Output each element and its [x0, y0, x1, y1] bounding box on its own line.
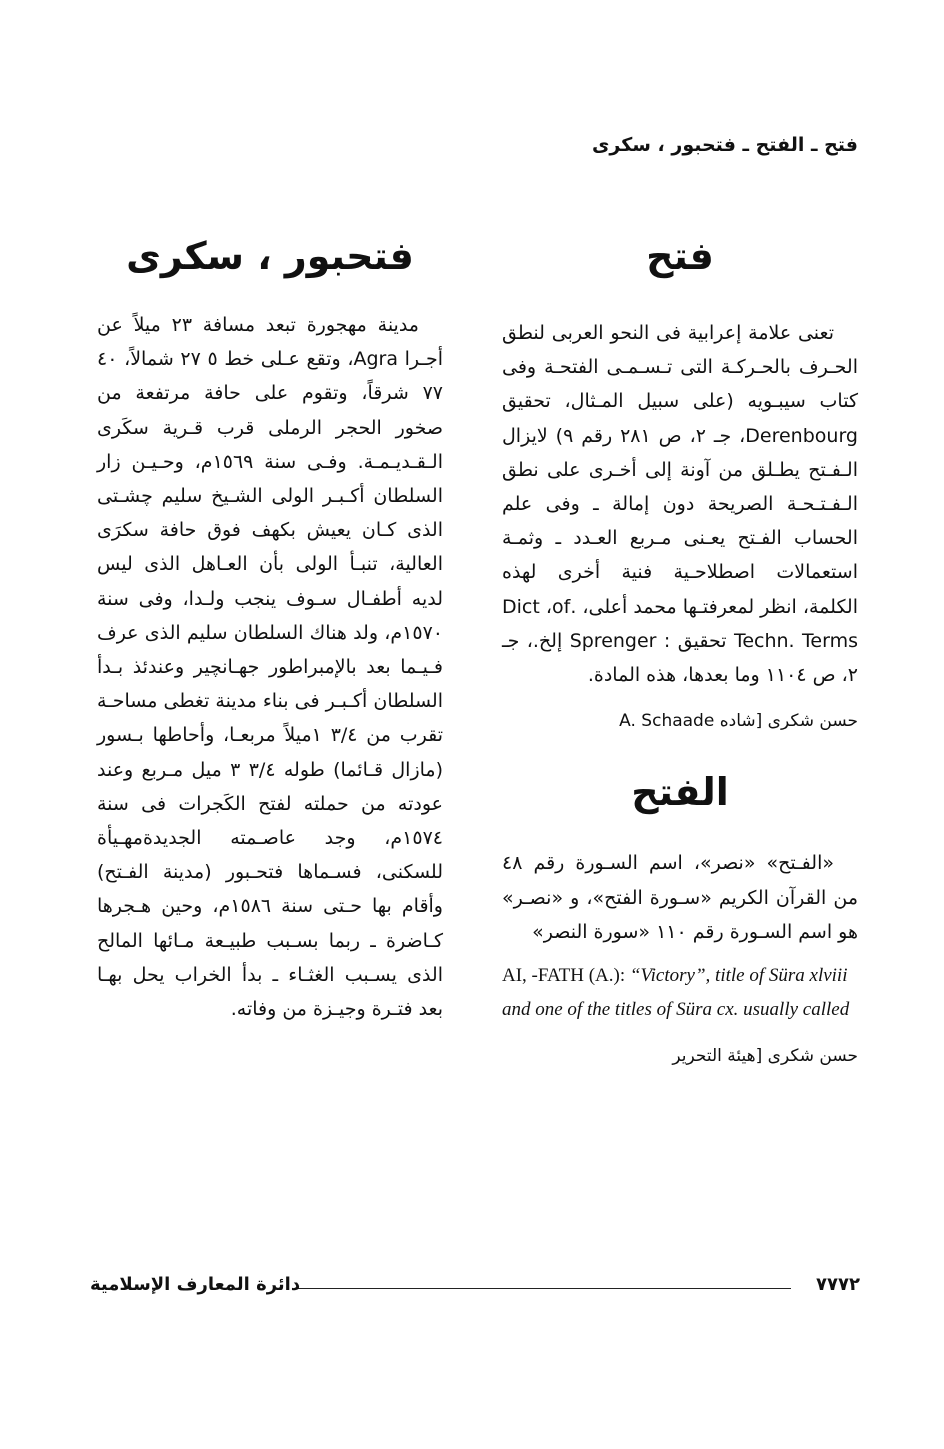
entry-latin-al-fath [502, 959, 858, 1027]
entry-title-fatehpur-sikri: فتحبور ، سكرى [126, 234, 414, 278]
entry-author-al-fath: حسن شكرى [هيئة التحرير [672, 1046, 858, 1067]
running-head: فتح ـ الفتح ـ فتحبور ، سكرى [591, 134, 858, 156]
entry-author-fath: حسن شكرى [شاده A. Schaade [619, 711, 858, 732]
publication-title: دائرة المعارف الإسلامية [90, 1274, 301, 1295]
entry-body-fath: تعنى علامة إعرابية فى النحو العربى لنطق الحـرف بالحـركـة التى تـسـمـى الفتحـة وفى كتاب سيبـويه (على سبيل المـثال، تحقيق Derenbourg، جـ ٢، ص ٢٨١ رقم ٩) لايزال الـفـتح يطـلق من آونة إلى أخـرى على نطق الـفـتـحـة الصريحة دون إمالة ـ وفى علم الحساب الفـتح يعـنى مـربع العـدد ـ وثمـة استعمالات اصطلاحـية فنية أخرى لهذه الكلمة، انظر لمعرفتـها محمد أعلى، .Dict ،of Techn. Terms تحقيق : Sprenger إلخ.، جـ ٢، ص ١١٠٤ وما بعدها، هذه المادة. [502, 322, 859, 687]
entry-title-al-fath: الفتح [631, 770, 729, 815]
left-column [97, 226, 443, 1026]
entry-body-fatehpur-sikri: مدينة مهجورة تبعد مسافة ٢٣ ميلاً عن أجـرا Agra، وتقع عـلى خط ٥ ٢٧ شمالاً، ٤٠ ٧٧ شرقاً، وتقوم على حافة مرتفعة من صخور الحجر الرملى قرب قـرية سكَرى الـقـديـمـة. وفـى سنة ١٥٦٩م، وحـيـن زار السلطان أكـبـر الولى الشـيخ سليم چشـتى الذى كـان يعيش بكهف فوق حافة سكرَى العالية، تنبـأ الولى بأن العـاهل الذى ليس لديه أطفـال سـوف ينجب ولـدا، وفى سنة ١٥٧٠م، ولد هناك السلطان سليم الذى عرف فـيـما بعد بالإمبراطور جهـانچير وعندئذ بـدأ السلطان أكـبـر فى بناء مدينة تغطى مساحـة تقرب من ٣/٤ ١ميلاً مربعـا، وأحاطها بـسور (مازال قـائما) طوله ٣/٤ ٣ ميل مـربع وعند عودته من حملته لفتح الكَجرات فى سنة ١٥٧٤م، وجد عاصـمته الجديدةمهـيأة للسكنى، فسـماها فتحـبور (مدينة الفـتح) وأقام بها حـتى سنة ١٥٨٦م، وحين هـجرها كـاضرة ـ ربما بسـبب طبيـعة مـائها المالح الذى يسـبب الغثـاء ـ بدأ الخراب يحل بهـا بعد فتـرة وجيـزة من وفاته. [97, 314, 443, 1021]
page-number: ٧٧٧٢ [816, 1274, 860, 1295]
footer-rule [297, 1288, 791, 1289]
latin-body: “Victory”, title of Süra xlviii and one of the titles of Süra cx. usually called [502, 965, 850, 1021]
right-column [502, 226, 858, 1074]
entry-title-fath: فتح [646, 234, 714, 278]
latin-head: AI, -FATH (A.): [502, 965, 626, 987]
entry-body-al-fath: «الفـتح» «نصر»، اسم السـورة رقم ٤٨ من القرآن الكريم «سـورة الفتح»، و «نصـر» هو اسم السـورة رقم ١١٠ «سورة النصر» [502, 852, 858, 943]
